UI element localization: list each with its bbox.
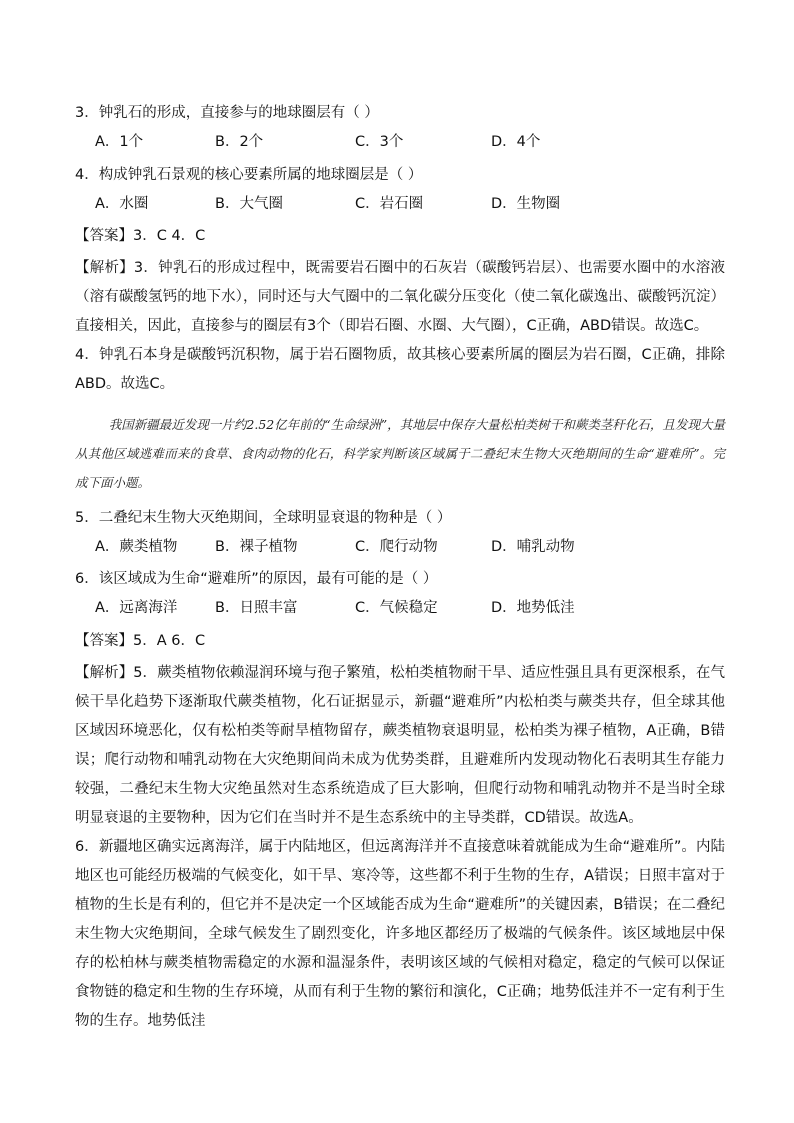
question-3-stem: 3．钟乳石的形成，直接参与的地球圈层有（ ） [75,105,379,121]
analysis-5-paragraph: 【解析】5．蕨类植物依赖湿润环境与孢子繁殖，松柏类植物耐干旱、适应性强且具有更深根系，在气候干旱化趋势下逐渐取代蕨类植物，化石证据显示，新疆“避难所”内松柏类与蕨类共存，但全球其他区域因环境恶化，仅有松柏类等耐旱植物留存，蕨类植物衰退明显，松柏类为裸子植物，A正确，B错误；爬行动物和哺乳动物在大灾绝期间尚未成为优势类群，且避难所内发现动物化石表明其生存能力较强，二叠纪末生物大灾绝虽然对生态系统造成了巨大影响，但爬行动物和哺乳动物并不是当时全球明显衰退的主要物种，因为它们在当时并不是生态系统中的主导类群，CD错误。故选A。 [75,665,725,826]
option-a: A．远离海洋 [95,600,178,616]
analysis-3-paragraph: 【解析】3．钟乳石的形成过程中，既需要岩石圈中的石灰岩（碳酸钙岩层）、也需要水圈中的水溶液（溶有碳酸氢钙的地下水），同时还与大气圈中的二氧化碳分压变化（使二氧化碳逸出、碳酸钙沉淀）直接相关，因此，直接参与的圈层有3个（即岩石圈、水圈、大气圈），C正确，ABD错误。故选C。 [75,260,725,334]
material-passage: 我国新疆最近发现一片约2.52亿年前的“生命绿洲”，其地层中保存大量松柏类树干和蕨类茎秆化石，且发现大量从其他区域逃难而来的食草、食肉动物的化石，科学家判断该区域属于二叠纪末生物大灭绝期间的生命“避难所”。完成下面小题。 [75,417,725,490]
analysis-6-paragraph: 6．新疆地区确实远离海洋，属于内陆地区，但远离海洋并不直接意味着就能成为生命“避难所”。内陆地区也可能经历极端的气候变化，如干旱、寒冷等，这些都不利于生物的生存，A错误；日照丰富对于植物的生长是有利的，但它并不是决定一个区域能否成为生命“避难所”的关键因素，B错误；在二叠纪末生物大灾绝期间，全球气候发生了剧烈变化，许多地区都经历了极端的气候条件。该区域地层中保存的松柏林与蕨类植物需稳定的水源和温湿条件，表明该区域的气候相对稳定，稳定的气候可以保证食物链的稳定和生物的生存环境，从而有利于生物的繁衍和演化，C正确；地势低洼并不一定有利于生物的生存。地势低洼 [75,839,725,1029]
option-a: A．水圈 [95,196,149,212]
option-d: D．生物圈 [491,196,561,212]
question-5 [75,504,725,562]
option-c: C．岩石圈 [355,196,424,212]
option-d: D．地势低洼 [491,600,575,616]
option-b: B．大气圈 [215,196,283,212]
question-6-options [75,594,725,623]
option-a: A．1个 [95,134,144,150]
option-c: C．气候稳定 [355,600,438,616]
question-4-stem: 4．构成钟乳石景观的核心要素所属的地球圈层是（ ） [75,167,423,183]
option-b: B．日照丰富 [215,600,298,616]
analysis-4-paragraph: 4．钟乳石本身是碳酸钙沉积物，属于岩石圈物质，故其核心要素所属的圈层为岩石圈，C正确，排除ABD。故选C。 [75,347,725,392]
option-c: C．3个 [355,134,404,150]
option-d: D．4个 [491,134,541,150]
option-c: C．爬行动物 [355,539,438,555]
question-3-options [75,128,725,157]
question-4 [75,161,725,219]
option-d: D．哺乳动物 [491,539,575,555]
answer-3-4: 【答案】3．C 4．C [75,228,206,244]
question-6-stem: 6．该区域成为生命“避难所”的原因，最有可能的是（ ） [75,571,438,587]
question-5-stem: 5．二叠纪末生物大灭绝期间，全球明显衰退的物种是（ ） [75,510,452,526]
answer-5-6: 【答案】5．A 6．C [75,633,206,649]
question-4-options [75,190,725,219]
analysis-5-6 [75,659,725,1036]
analysis-3-4 [75,254,725,399]
question-6 [75,565,725,623]
question-3 [75,99,725,157]
option-b: B．2个 [215,134,264,150]
question-5-options [75,533,725,562]
option-b: B．裸子植物 [215,539,298,555]
option-a: A．蕨类植物 [95,539,178,555]
